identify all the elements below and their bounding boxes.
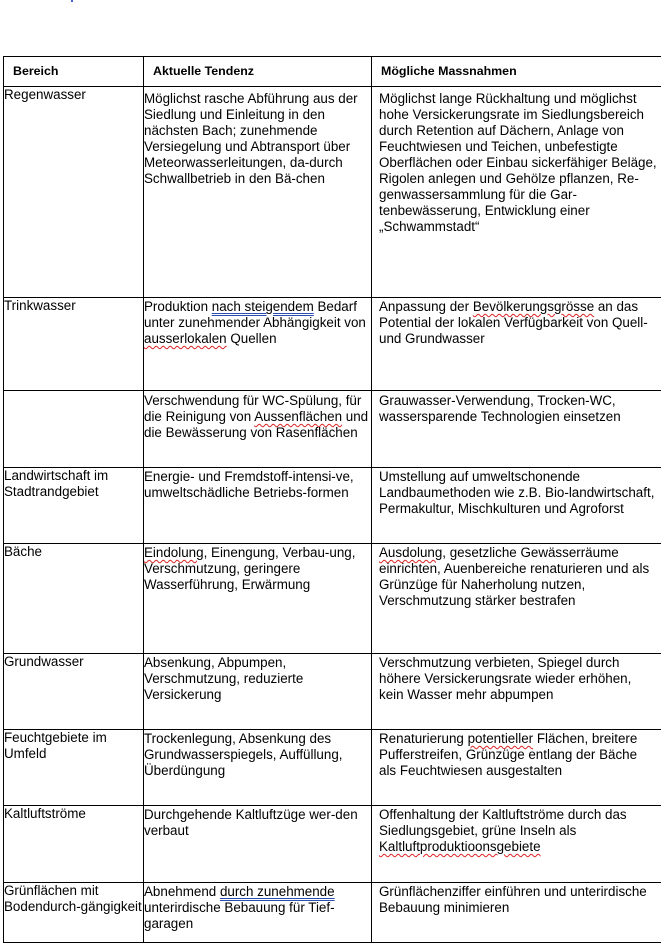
- row-tendency: [144, 391, 372, 468]
- text-run: , gesetzliche Gewässerräume einrichten, Auenbereiche renaturieren und als Grünzüge für Naherholung nutzen, Verschmutzung stärker bestrafen: [379, 545, 650, 608]
- text-run-underlined: durch zunehmende: [219, 884, 335, 899]
- text-run: Offenhaltung der Kaltluftströme durch das Siedlungsgebiet, grüne Inseln als: [379, 807, 627, 838]
- row-tendency: [144, 87, 372, 298]
- table-row: [4, 298, 661, 391]
- row-area: [4, 391, 144, 468]
- row-measures-text: [379, 730, 657, 779]
- row-tendency-text: Absenkung, Abpumpen, Verschmutzung, reduzierte Versickerung: [144, 655, 304, 702]
- row-area: Grünflächen mit Bodendurch-gängigkeit: [4, 883, 144, 943]
- table-header-row: [4, 57, 661, 87]
- text-run: unterirdische Bebauung für Tief-garagen: [144, 900, 335, 931]
- row-measures: [372, 468, 661, 544]
- row-measures: [372, 391, 661, 468]
- row-tendency: [144, 468, 372, 544]
- table-row: [4, 654, 661, 730]
- row-tendency: [144, 883, 372, 943]
- row-measures-text: [379, 298, 657, 347]
- header-bereich: Bereich: [4, 57, 144, 87]
- row-measures-text: Möglichst lange Rückhaltung und möglichst hohe Versickerungsrate im Siedlungsbereich durch Retention auf Dächern, Anlage von Feuchtwiesen und Teichen, unbefestigte Oberflächen oder Einbau sickerfähiger Beläge, Rigolen anlegen und Gehölze pflanzen, Re-genwassersammlung für die Gar-tenbewässerung, Entwicklung einer „Schwammstadt“: [379, 91, 657, 234]
- header-aktuelle-tendenz: Aktuelle Tendenz: [144, 57, 372, 87]
- text-run-spellcheck: Kaltluftproduktioonsgebiete: [379, 839, 541, 854]
- header-massnahmen: Mögliche Massnahmen: [372, 57, 661, 87]
- table-row: [4, 391, 661, 468]
- row-measures-text: [379, 544, 657, 609]
- row-area: Bäche: [4, 544, 144, 654]
- stray-dot: [71, 0, 73, 2]
- row-measures-text: Grauwasser-Verwendung, Trocken-WC, wassersparende Technologien einsetzen: [379, 393, 621, 424]
- row-tendency: [144, 806, 372, 883]
- text-run: Produktion: [144, 299, 212, 314]
- measures-table: [3, 56, 661, 943]
- text-run: Flächen, breitere Pufferstreifen, Grünzüge entlang der Bäche als Feuchtwiesen ausgestalten: [379, 731, 638, 778]
- row-measures-text: Verschmutzung verbieten, Spiegel durch höhere Versickerungsrate wieder erhöhen, kein Wasser mehr abpumpen: [379, 655, 632, 702]
- row-area: Feuchtgebiete im Umfeld: [4, 730, 144, 806]
- table-row: [4, 468, 661, 544]
- row-area: Grundwasser: [4, 654, 144, 730]
- row-measures: [372, 87, 661, 298]
- row-tendency-text: Energie- und Fremdstoff-intensi-ve, umweltschädliche Betriebs-formen: [144, 469, 354, 500]
- row-tendency-text: Trockenlegung, Absenkung des Grundwasserspiegels, Auffüllung, Überdüngung: [144, 731, 343, 778]
- text-run: Bedarf unter zunehmender Abhängigkeit von: [144, 299, 366, 330]
- text-run-spellcheck: Eindolung: [144, 545, 204, 560]
- table-row: [4, 730, 661, 806]
- text-run: an das Potential der lokalen Verfügbarkeit von Quell- und Grundwasser: [379, 299, 648, 346]
- table-row: [4, 883, 661, 943]
- row-tendency-text: [144, 391, 371, 441]
- text-run: und die Bewässerung von Rasenflächen: [144, 409, 369, 440]
- row-measures: [372, 883, 661, 943]
- row-measures-text: Grünflächenziffer einführen und unterirdische Bebauung minimieren: [379, 884, 647, 915]
- text-run: Anpassung der: [379, 299, 473, 314]
- text-run: Quellen: [226, 331, 277, 346]
- text-run: Abnehmend: [144, 884, 220, 899]
- row-measures: [372, 654, 661, 730]
- row-tendency: [144, 544, 372, 654]
- text-run-underlined: nach steigendem: [211, 299, 314, 314]
- text-run-spellcheck: ausserlokalen: [144, 331, 227, 346]
- row-measures: [372, 806, 661, 883]
- text-run-spellcheck: Ausdolung: [379, 545, 443, 560]
- text-run-spellcheck: Bevölkerungsgrösse: [472, 299, 595, 314]
- table-row: [4, 806, 661, 883]
- row-area: Trinkwasser: [4, 298, 144, 391]
- row-area: Landwirtschaft im Stadtrandgebiet: [4, 468, 144, 544]
- row-measures-text: [379, 806, 657, 855]
- row-measures: [372, 544, 661, 654]
- row-measures-text: Umstellung auf umweltschonende Landbaumethoden wie z.B. Bio-landwirtschaft, Permakultur, Mischkulturen und Agroforst: [379, 469, 655, 516]
- table-row: [4, 544, 661, 654]
- text-run: Renaturierung: [379, 731, 468, 746]
- text-run: Verschwendung für WC-Spülung, für die Reinigung von: [144, 393, 362, 424]
- row-area: Regenwasser: [4, 87, 144, 298]
- row-tendency: [144, 654, 372, 730]
- table-row: [4, 87, 661, 298]
- row-tendency-text: [144, 298, 371, 347]
- row-measures: [372, 298, 661, 391]
- row-area: Kaltluftströme: [4, 806, 144, 883]
- row-measures: [372, 730, 661, 806]
- text-run-spellcheck: Aussenflächen: [254, 409, 343, 424]
- row-tendency-text: Durchgehende Kaltluftzüge wer-den verbaut: [144, 807, 358, 838]
- text-run: , Einengung, Verbau-ung, Verschmutzung, geringere Wasserführung, Erwärmung: [144, 545, 356, 592]
- row-tendency-text: Möglichst rasche Abführung aus der Siedlung und Einleitung in den nächsten Bach; zunehmende Versiegelung und Abtransport über Meteorwasserleitungen, da-durch Schwallbetrieb in den Bä-chen: [144, 91, 358, 186]
- row-tendency-text: [144, 544, 371, 593]
- row-tendency-text: [144, 883, 371, 932]
- row-tendency: [144, 730, 372, 806]
- row-tendency: [144, 298, 372, 391]
- text-run-spellcheck: potentieller: [467, 731, 534, 746]
